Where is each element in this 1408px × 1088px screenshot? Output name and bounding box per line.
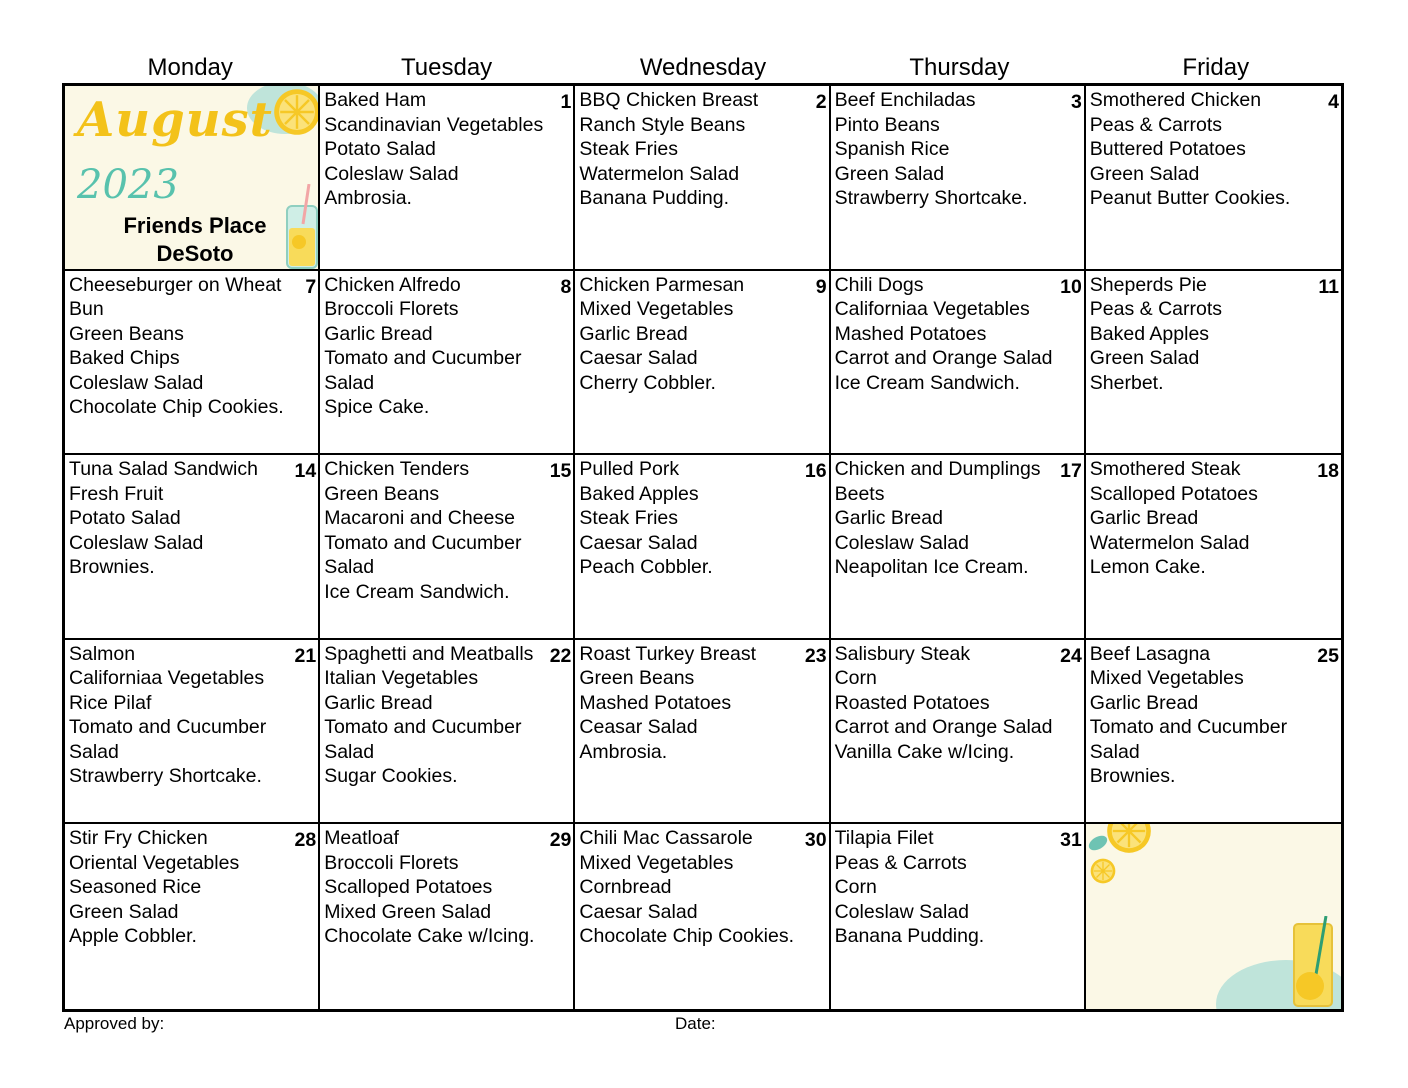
day-number: 11 <box>1318 275 1339 298</box>
day-cell <box>831 824 1086 1009</box>
menu-item: Green Beans <box>579 667 695 690</box>
menu-items <box>835 273 1082 396</box>
menu-item: Green Beans <box>324 482 440 505</box>
menu-items <box>835 457 1082 580</box>
menu-items <box>324 88 571 211</box>
menu-item: Sheperds Pie <box>1089 273 1207 296</box>
menu-item: Ice Cream Sandwich. <box>324 580 510 603</box>
day-cell <box>65 824 320 1009</box>
menu-item: Broccoli Florets <box>324 298 459 321</box>
menu-item: Coleslaw Salad <box>834 900 969 923</box>
day-number: 18 <box>1317 460 1339 483</box>
menu-item: Mixed Vegetables <box>579 851 734 874</box>
day-cell <box>320 640 575 825</box>
day-number: 21 <box>294 644 317 667</box>
menu-item: Californiaa Vegetables <box>834 298 1030 321</box>
menu-item: Carrot and Orange Salad <box>834 347 1053 370</box>
menu-item: Corn <box>834 667 877 690</box>
menu-item: Garlic Bread <box>834 507 943 530</box>
menu-item: Potato Salad <box>69 507 181 530</box>
menu-item: Buttered Potatoes <box>1089 138 1246 160</box>
menu-item: Caesar Salad <box>579 347 698 370</box>
menu-item: Garlic Bread <box>324 691 433 714</box>
title-cell <box>65 86 320 271</box>
menu-items <box>324 826 571 949</box>
menu-item: Broccoli Florets <box>324 851 459 874</box>
menu-item: Garlic Bread <box>1089 691 1199 714</box>
year-title: 2023 <box>77 162 179 208</box>
menu-item: Cherry Cobbler. <box>579 371 716 394</box>
day-number: 29 <box>549 829 572 852</box>
day-number: 15 <box>549 460 572 483</box>
day-cell <box>320 271 575 456</box>
day-number: 30 <box>804 829 827 852</box>
day-number: 23 <box>804 644 827 667</box>
menu-item: Baked Chips <box>69 347 180 370</box>
menu-items <box>69 642 316 789</box>
day-number: 22 <box>549 644 572 667</box>
menu-items <box>1090 642 1339 789</box>
menu-item: Peas & Carrots <box>1089 113 1223 136</box>
day-cell <box>575 86 830 271</box>
menu-item: Roasted Potatoes <box>834 691 990 714</box>
menu-item: Mashed Potatoes <box>834 322 987 345</box>
location-line: DeSoto <box>156 241 234 266</box>
menu-item: Coleslaw Salad <box>69 371 204 394</box>
day-number: 25 <box>1317 644 1339 667</box>
menu-item: Chicken Parmesan <box>579 273 745 296</box>
menu-item: Ice Cream Sandwich. <box>834 371 1020 394</box>
weekday-header: Wednesday <box>639 54 767 81</box>
menu-item: Coleslaw Salad <box>69 531 204 554</box>
weekday-header: Friday <box>1182 54 1250 81</box>
menu-item: Seasoned Rice <box>69 876 202 899</box>
menu-item: Chicken and Dumplings <box>834 458 1041 481</box>
menu-item: Carrot and Orange Salad <box>834 716 1053 739</box>
day-number: 7 <box>305 275 317 298</box>
menu-item: Potato Salad <box>324 138 436 160</box>
day-cell <box>831 271 1086 456</box>
lemon-slice-icon <box>273 88 320 141</box>
menu-item: Strawberry Shortcake. <box>69 765 262 788</box>
day-cell <box>320 86 575 271</box>
menu-item: Chocolate Cake w/Icing. <box>324 925 535 948</box>
menu-item: Pinto Beans <box>834 113 940 136</box>
menu-item: Green Salad <box>834 162 945 185</box>
menu-item: Brownies. <box>1089 765 1176 788</box>
menu-item: Mixed Vegetables <box>579 298 734 321</box>
location-name <box>105 212 285 268</box>
menu-item: Beef Lasagna <box>1089 642 1211 665</box>
menu-item: Sherbet. <box>1089 371 1164 394</box>
menu-item: Salisbury Steak <box>834 642 971 665</box>
day-cell <box>1086 271 1341 456</box>
menu-items <box>324 273 571 420</box>
menu-item: Scalloped Potatoes <box>324 876 493 899</box>
day-number: 9 <box>815 275 827 298</box>
day-number: 2 <box>815 91 827 113</box>
menu-item: Peas & Carrots <box>1089 298 1223 321</box>
menu-item: Ranch Style Beans <box>579 113 746 136</box>
menu-item: BBQ Chicken Breast <box>579 89 759 111</box>
menu-item: Pulled Pork <box>579 458 680 481</box>
lemon-slice-icon <box>1090 858 1116 889</box>
day-cell <box>1086 86 1341 271</box>
menu-items <box>1090 273 1339 396</box>
day-number: 14 <box>294 460 317 483</box>
menu-item: Spanish Rice <box>834 138 950 160</box>
menu-item: Roast Turkey Breast <box>579 642 757 665</box>
menu-item: Italian Vegetables <box>324 667 479 690</box>
menu-item: Green Salad <box>1089 347 1200 370</box>
weekday-header: Monday <box>147 54 233 81</box>
menu-item: Vanilla Cake w/Icing. <box>834 740 1015 763</box>
menu-item: Oriental Vegetables <box>69 851 240 874</box>
month-title: August <box>77 92 273 148</box>
menu-item: Smothered Chicken <box>1089 89 1262 111</box>
menu-item: Green Beans <box>69 322 184 345</box>
menu-items <box>579 457 826 580</box>
menu-item: Mixed Vegetables <box>1089 667 1244 690</box>
menu-item: Salad <box>324 371 375 394</box>
day-number: 10 <box>1060 275 1082 298</box>
menu-item: Corn <box>834 876 877 899</box>
menu-items <box>1090 457 1339 580</box>
menu-item: Spice Cake. <box>324 396 430 419</box>
menu-items <box>324 642 571 789</box>
menu-item: Stir Fry Chicken <box>69 827 208 850</box>
menu-item: Chicken Alfredo <box>324 273 461 296</box>
menu-item: Spaghetti and Meatballs <box>324 642 534 665</box>
menu-item: Tilapia Filet <box>834 827 934 850</box>
menu-item: Tomato and Cucumber <box>324 531 522 554</box>
menu-item: Watermelon Salad <box>1089 531 1250 554</box>
day-number: 4 <box>1328 91 1339 113</box>
menu-items <box>69 457 316 580</box>
menu-item: Tomato and Cucumber <box>324 716 522 739</box>
menu-item: Brownies. <box>69 556 155 579</box>
day-cell <box>575 824 830 1009</box>
day-cell <box>65 271 320 456</box>
day-cell <box>831 455 1086 640</box>
menu-item: Mashed Potatoes <box>579 691 732 714</box>
menu-item: Cheeseburger on Wheat <box>69 273 282 296</box>
menu-item: Cornbread <box>579 876 672 899</box>
menu-item: Scalloped Potatoes <box>1089 482 1258 505</box>
day-cell <box>831 86 1086 271</box>
menu-item: Strawberry Shortcake. <box>834 187 1028 209</box>
approved-by-label: Approved by: <box>64 1014 165 1033</box>
day-cell <box>831 640 1086 825</box>
menu-item: Coleslaw Salad <box>834 531 969 554</box>
menu-item: Salmon <box>69 642 136 665</box>
menu-item: Salad <box>69 740 119 763</box>
menu-item: Chicken Tenders <box>324 458 470 481</box>
menu-item: Peanut Butter Cookies. <box>1089 187 1291 209</box>
weekday-header-row <box>62 52 1344 84</box>
menu-item: Salad <box>324 556 375 579</box>
menu-item: Lemon Cake. <box>1089 556 1206 579</box>
menu-item: Californiaa Vegetables <box>69 667 265 690</box>
menu-item: Meatloaf <box>324 827 399 850</box>
leaf-decoration-icon <box>1086 832 1110 854</box>
menu-items <box>835 642 1082 765</box>
day-number: 16 <box>804 460 827 483</box>
menu-item: Rice Pilaf <box>69 691 152 714</box>
day-number: 24 <box>1060 644 1082 667</box>
menu-item: Baked Apples <box>1089 322 1210 345</box>
menu-item: Garlic Bread <box>324 322 433 345</box>
menu-items <box>324 457 571 604</box>
menu-item: Steak Fries <box>579 507 679 530</box>
day-number: 17 <box>1060 460 1082 483</box>
menu-items <box>579 88 826 211</box>
menu-item: Chocolate Chip Cookies. <box>579 925 795 948</box>
date-label: Date: <box>675 1014 716 1033</box>
day-cell <box>320 455 575 640</box>
day-number: 1 <box>560 91 572 113</box>
menu-items <box>69 826 316 949</box>
menu-item: Chocolate Chip Cookies. <box>69 396 284 419</box>
menu-item: Tomato and Cucumber <box>69 716 267 739</box>
day-cell <box>65 640 320 825</box>
menu-item: Mixed Green Salad <box>324 900 492 923</box>
weekday-header: Thursday <box>909 54 1010 81</box>
day-number: 28 <box>294 829 317 852</box>
lemon-slice-icon <box>1106 824 1152 859</box>
menu-item: Coleslaw Salad <box>324 162 459 185</box>
weekday-header: Tuesday <box>401 54 493 81</box>
menu-items <box>579 642 826 765</box>
menu-item: Caesar Salad <box>579 531 698 554</box>
day-number: 8 <box>560 275 572 298</box>
menu-item: Garlic Bread <box>1089 507 1199 530</box>
menu-item: Fresh Fruit <box>69 482 164 505</box>
menu-item: Banana Pudding. <box>834 925 985 948</box>
menu-item: Steak Fries <box>579 138 679 160</box>
menu-item: Macaroni and Cheese <box>324 507 515 530</box>
menu-item: Watermelon Salad <box>579 162 740 185</box>
menu-item: Peach Cobbler. <box>579 556 713 579</box>
menu-item: Baked Ham <box>324 89 427 111</box>
day-cell <box>575 640 830 825</box>
menu-item: Smothered Steak <box>1089 458 1241 481</box>
menu-item: Green Salad <box>69 900 179 923</box>
menu-items <box>835 88 1082 211</box>
menu-item: Beets <box>834 482 885 505</box>
day-number: 3 <box>1070 91 1082 113</box>
menu-items <box>579 826 826 949</box>
menu-item: Green Salad <box>1089 162 1200 185</box>
menu-item: Neapolitan Ice Cream. <box>834 556 1029 579</box>
lemonade-jar-icon <box>279 184 320 270</box>
day-cell <box>320 824 575 1009</box>
menu-item: Beef Enchiladas <box>834 89 976 111</box>
menu-item: Apple Cobbler. <box>69 925 197 948</box>
lemonade-glass-icon <box>1286 916 1341 1008</box>
menu-items <box>579 273 826 396</box>
day-cell <box>1086 455 1341 640</box>
menu-items <box>1090 88 1339 211</box>
menu-item: Salad <box>1089 740 1140 763</box>
menu-items <box>835 826 1082 949</box>
menu-item: Tomato and Cucumber <box>324 347 522 370</box>
menu-item: Ambrosia. <box>324 187 412 209</box>
menu-item: Tuna Salad Sandwich <box>69 458 258 481</box>
menu-item: Ambrosia. <box>579 740 668 763</box>
menu-item: Ceasar Salad <box>579 716 698 739</box>
location-line: Friends Place <box>123 213 267 238</box>
day-cell <box>575 455 830 640</box>
decoration-cell <box>1086 824 1341 1009</box>
menu-item: Tomato and Cucumber <box>1089 716 1288 739</box>
calendar-grid <box>62 83 1344 1012</box>
menu-item: Peas & Carrots <box>834 851 967 874</box>
menu-item: Caesar Salad <box>579 900 698 923</box>
menu-item: Salad <box>324 740 375 763</box>
menu-item: Baked Apples <box>579 482 699 505</box>
day-number: 31 <box>1060 829 1082 852</box>
menu-item: Chili Dogs <box>834 273 924 296</box>
menu-item: Garlic Bread <box>579 322 688 345</box>
menu-item: Sugar Cookies. <box>324 765 458 788</box>
menu-items <box>69 273 316 420</box>
menu-item: Bun <box>69 298 104 321</box>
day-cell <box>1086 640 1341 825</box>
day-cell <box>65 455 320 640</box>
menu-item: Chili Mac Cassarole <box>579 827 753 850</box>
day-cell <box>575 271 830 456</box>
menu-item: Scandinavian Vegetables <box>324 113 544 136</box>
menu-item: Banana Pudding. <box>579 187 730 209</box>
